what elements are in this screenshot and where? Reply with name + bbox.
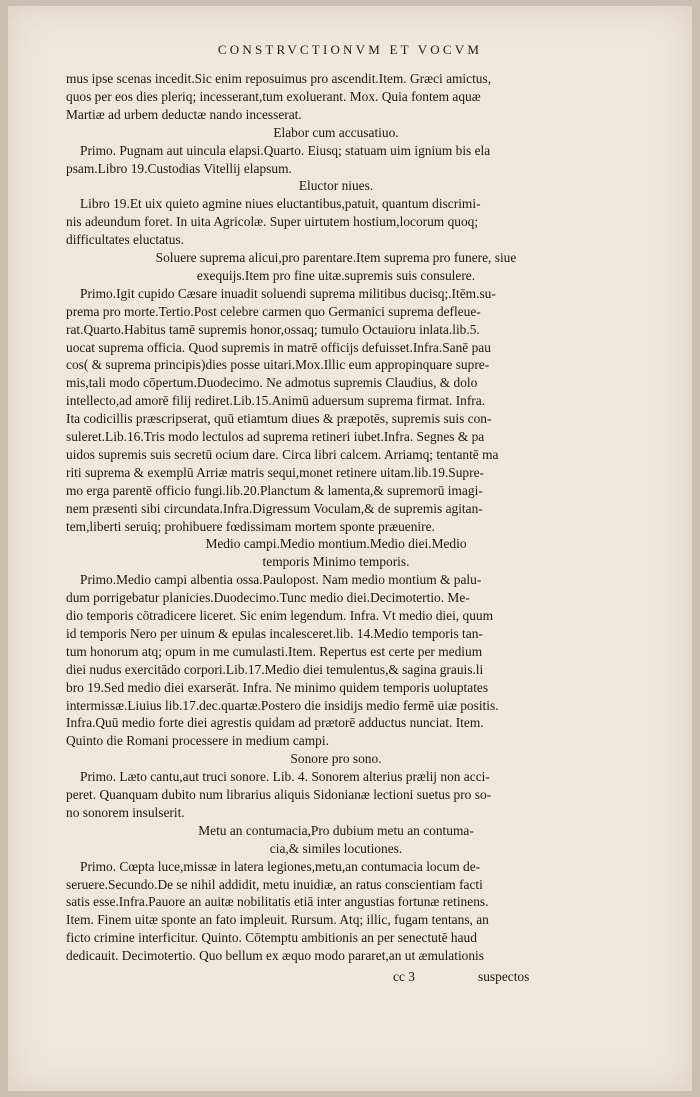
text-line: dum porrigebatur planicies.Duodecimo.Tunc medio diei.Decimotertio. Me-	[66, 590, 470, 606]
text-line: Libro 19.Et uix quieto agmine niues eluctantibus,patuit, quantum discrimi-	[80, 196, 481, 212]
text-line: dio temporis cōtradicere liceret. Sic enim legendum. Infra. Vt medio diei, quum	[66, 608, 494, 623]
text-line: prema pro morte.Tertio.Post celebre carmen quo Germanici suprema defleue-	[66, 303, 481, 319]
text-line: Martiæ ad urbem deductæ nando incesserat.	[66, 106, 302, 122]
text-line: tum honorum atq; opum in me cumulasti.Item. Repertus est certe per medium	[66, 643, 483, 659]
text-line: Primo. Pugnam aut uincula elapsi.Quarto. Eiusq; statuam uim ignium bis ela	[80, 142, 491, 158]
section-heading-line: temporis Minimo temporis.	[262, 554, 410, 570]
text-line: suleret.Lib.16.Tris modo lectulos ad suprema retineri iubet.Infra. Segnes & pa	[66, 429, 485, 444]
book-page	[8, 6, 692, 1091]
text-line: mis,tali modo cōpertum.Duodecimo. Ne admotus supremis Claudius, & dolo	[66, 375, 478, 391]
text-line: no sonorem insulserit.	[66, 804, 185, 820]
text-line: uocat suprema officia. Quod supremis in matrē officijs defuisset.Infra.Sanē pau	[66, 339, 491, 355]
text-line: Primo.Igit cupido Cæsare inuadit soluendi suprema militibus ducisq;.Itēm.su-	[80, 285, 496, 301]
section-heading-line: Soluere suprema alicui,pro parentare.Item suprema pro funere, siue	[155, 250, 517, 265]
text-line: tem,liberti seruiq; prohibuere fœdissimam mortem sponte præuenire.	[66, 518, 435, 534]
text-line: seruere.Secundo.De se nihil addidit, metu inuidiæ, an ratus conscientiam facti	[66, 876, 483, 892]
text-line: cos( & suprema principis)dies posse uitari.Mox.Illic eum appropinquare supre-	[66, 357, 490, 373]
text-line: diei nudus exercitādo corpori.Lib.17.Medio diei temulentus,& sagina grauis.li	[66, 661, 484, 677]
text-line: Item. Finem uitæ sponte an fato impleuit. Rursum. Atq; illic, fugam tentans, an	[66, 912, 489, 928]
text-line: dedicauit. Decimotertio. Quo bellum ex æquo modo pararet,an ut æmulationis	[66, 948, 484, 964]
text-line: peret. Quanquam dubito num librarius aliquis Sidonianæ lectioni suetus pro so-	[66, 787, 492, 802]
text-line: Primo.Medio campi albentia ossa.Paulopost. Nam medio montium & palu-	[80, 572, 482, 588]
text-line: Primo. Læto cantu,aut truci sonore. Lib. 4. Sonorem alterius prælij non acci-	[80, 769, 490, 785]
text-line: nis adeundum foret. In uita Agricolæ. Super uirtutem hostium,locorum quoq;	[66, 214, 479, 230]
signature-mark: cc 3	[393, 969, 415, 984]
section-heading-line: exequijs.Item pro fine uitæ.supremis suis consulere.	[196, 267, 476, 283]
section-heading-line: Elabor cum accusatiuo.	[273, 124, 399, 140]
text-line: Ita codicillis præscripserat, quū etiamtum diues & præpotēs, supremis suis con-	[66, 411, 492, 427]
catchword: suspectos	[478, 969, 530, 984]
text-line: Primo. Cœpta luce,missæ in latera legiones,metu,an contumacia locum de-	[80, 858, 481, 874]
text-line: mus ipse scenas incedit.Sic enim reposuimus pro ascendit.Item. Græci amictus,	[66, 71, 492, 86]
text-line: uidos supremis suis secretū ocium dare. Circa libri calcem. Arriamq; tentantē ma	[66, 446, 499, 462]
text-line: intellecto,ad amorē filij rediret.Lib.15.Animū aduersum suprema firmat. Infra.	[66, 393, 486, 409]
text-line: intermissæ.Liuius lib.17.dec.quartæ.Postero die insidijs medio fermē uiæ positis.	[66, 697, 499, 713]
text-line: quos per eos dies pleriq; incesserant,tum exoluerant. Mox. Quia fontem aquæ	[66, 88, 481, 104]
text-line: satis esse.Infra.Pauore an auitæ nobilitatis etiā inter angustias fortunæ retinens.	[66, 894, 489, 910]
section-heading-line: Sonore pro sono.	[290, 751, 382, 767]
section-heading-line: cia,& similes locutiones.	[269, 840, 403, 856]
text-line: id temporis Nero per uinum & epulas incalesceret.lib. 14.Medio temporis tan-	[66, 625, 483, 641]
text-line: ficto crimine interficitur. Quinto. Cōtemptu ambitionis an per senectutē haud	[66, 930, 477, 946]
text-line: bro 19.Sed medio diei exarserāt. Infra. Ne minimo quidem temporis uoluptates	[66, 679, 489, 695]
text-line: riti suprema & exemplū Arriæ matris sequi,monet retinere uitam.lib.19.Supre-	[66, 464, 484, 480]
text-line: rat.Quarto.Habitus tamē supremis honor,ossaq; tumulo Octauioru inlata.lib.5.	[66, 321, 480, 337]
text-line: nem præsenti sibi circundata.Infra.Digressum Voculam,& de supremis agitan-	[66, 500, 483, 516]
text-line: psam.Libro 19.Custodias Vitellij elapsum.	[66, 160, 292, 176]
text-line: mo erga parentē officio fungi.lib.20.Planctum & lamenta,& supremorū imagi-	[66, 482, 483, 498]
section-heading-line: Eluctor niues.	[298, 178, 374, 194]
text-line: Quinto die Romani processere in medium campi.	[66, 733, 329, 749]
text-line: Infra.Quū medio forte diei agrestis quidam ad prætorē adductus nunciat. Item.	[66, 715, 484, 731]
text-line: difficultates eluctatus.	[66, 232, 184, 248]
running-head: CONSTRVCTIONVM ET VOCVM	[217, 42, 483, 57]
section-heading-line: Medio campi.Medio montium.Medio diei.Medio	[205, 536, 467, 552]
section-heading-line: Metu an contumacia,Pro dubium metu an contuma-	[198, 822, 474, 838]
